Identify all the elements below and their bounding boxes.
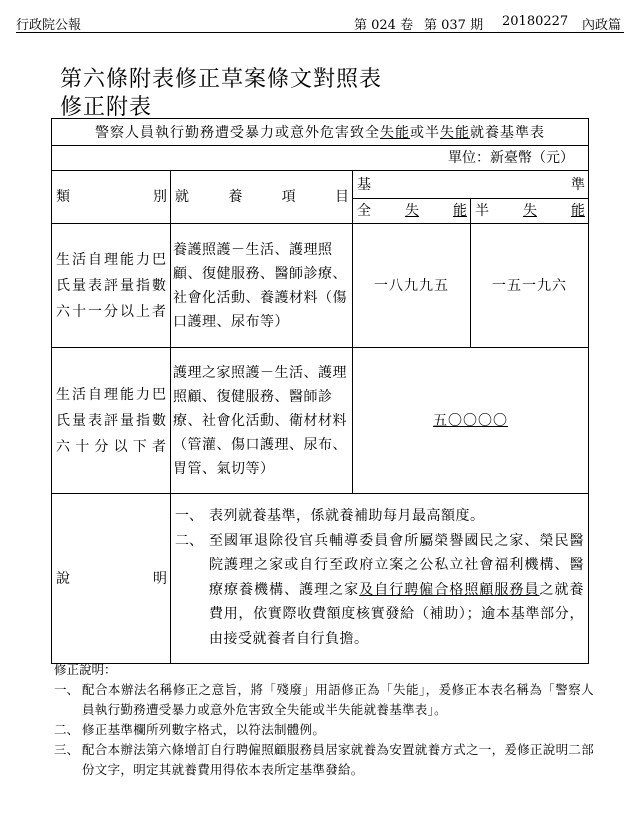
description-content [171,494,589,664]
header-item: 就 養 項 目 [171,171,353,224]
row1-half-value: 一五一九六 [471,224,589,348]
note-item-3: 三、 配合本辦法第六條增訂自行聘僱照顧服務員居家就養為安置就養方式之一，爰修正說明二部份文字，明定其就養費用得依本表所定基準發給。 [54,742,595,777]
row1-items: 養護照護－生活、護理照顧、復健服務、醫師診療、社會化活動、養護材料（傷口護理、尿布等） [171,224,353,348]
header-half-disability: 半 失 能 [471,199,589,224]
note-item-2: 二、 修正基準欄所列數字格式，以符法制體例。 [54,722,326,737]
volume-number: 第 024 卷 [354,18,414,33]
header-category: 類 別 [52,171,171,224]
section-name: 內政篇 [582,18,622,33]
header-full-disability: 全 失 能 [353,199,471,224]
header-standard: 基 準 [353,171,589,199]
description-label: 說 明 [52,494,171,664]
row2-condition: 生活自理能力巴氏量表評量指數六十分以下者 [52,348,171,494]
row2-items: 護理之家照護－生活、護理照顧、復健服務、醫師診療、社會化活動、衛材材料（管灌、傷口護理、尿布、胃管、氣切等） [171,348,353,494]
row1-condition: 生活自理能力巴氏量表評量指數六十一分以上者 [52,224,171,348]
table-caption: 警察人員執行勤務遭受暴力或意外危害致全失能或半失能就養基準表 [52,119,589,146]
issue-number: 第 037 期 [424,18,484,33]
note-item-1: 一、 配合本辦法名稱修正之意旨，將「殘廢」用語修正為「失能」，爰修正本表名稱為「警察人員執行勤務遭受暴力或意外危害致全失能或半失能就養基準表」。 [54,682,594,717]
description-item-1: 一、 表列就養基準，係就養補助每月最高額度。 [175,508,485,524]
page-subtitle: 修正附表 [60,95,153,120]
header-rule [16,32,624,33]
gazette-name: 行政院公報 [16,18,82,33]
page-title: 第六條附表修正草案條文對照表 [60,67,383,92]
publish-date: 20180227 [502,14,569,29]
row1-full-value: 一八九九五 [353,224,471,348]
row2-combined-value: 五〇〇〇〇 [353,348,589,494]
notes-heading: 修正說明： [54,662,117,677]
comparison-table [51,118,589,664]
unit-label: 單位：新臺幣（元） [52,146,589,171]
amendment-notes [54,660,594,780]
description-item-2: 二、 至國軍退除役官兵輔導委員會所屬榮譽國民之家、榮民醫院護理之家或自行至政府立案之公私立社會福利機構、醫療療養機構、護理之家及自行聘僱合格照顧服務員之就養費用，依實際收費額度核實發給（補助）；逾本基準部分，由接受就養者自行負擔。 [175,532,585,647]
